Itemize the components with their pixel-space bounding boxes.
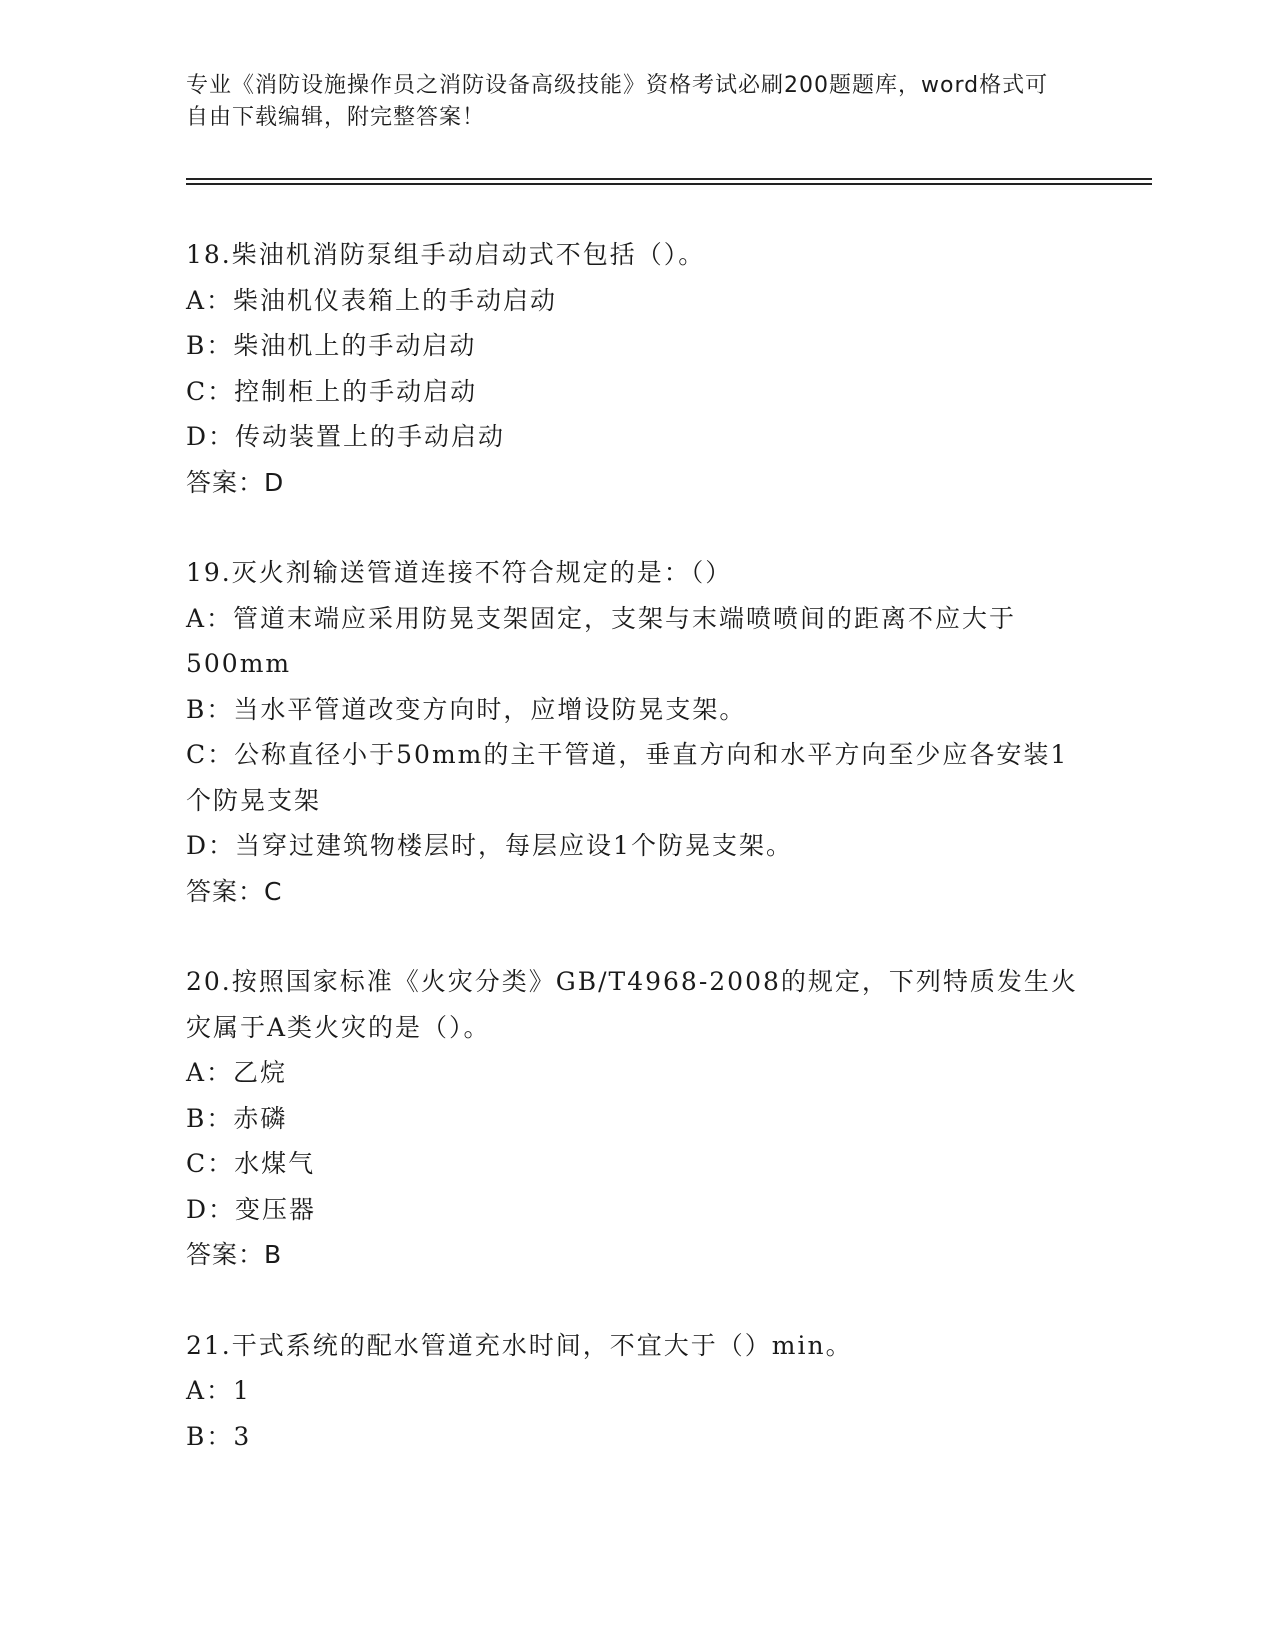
question-stem: 19.灭火剂输送管道连接不符合规定的是：（） bbox=[186, 558, 733, 587]
question-stem: 21.干式系统的配水管道充水时间，不宜大于（）min。 bbox=[186, 1330, 853, 1360]
option-c: C：水煤气 bbox=[186, 1149, 316, 1178]
question-21 bbox=[186, 1323, 1086, 1460]
question-list bbox=[186, 232, 1086, 1504]
answer: 答案：D bbox=[186, 467, 285, 497]
document-header: 专业《消防设施操作员之消防设备高级技能》资格考试必刷200题题库，word格式可自由下载编辑，附完整答案！ bbox=[186, 73, 1049, 130]
question-stem: 20.按照国家标准《火灾分类》GB/T4968-2008的规定，下列特质发生火灾属于A类火灾的是（）。 bbox=[186, 967, 1078, 1042]
option-d: D：当穿过建筑物楼层时，每层应设1个防晃支架。 bbox=[186, 831, 793, 860]
option-b: B：当水平管道改变方向时，应增设防晃支架。 bbox=[186, 694, 747, 724]
question-18 bbox=[186, 232, 1086, 505]
question-stem: 18.柴油机消防泵组手动启动式不包括（）。 bbox=[186, 240, 706, 269]
question-19 bbox=[186, 550, 1086, 914]
option-d: D：传动装置上的手动启动 bbox=[186, 422, 506, 451]
option-a: A：管道末端应采用防晃支架固定，支架与末端喷喷间的距离不应大于500mm bbox=[186, 603, 1017, 678]
option-a: A：1 bbox=[186, 1376, 251, 1405]
option-b: B：柴油机上的手动启动 bbox=[186, 331, 477, 360]
question-20 bbox=[186, 959, 1086, 1278]
option-c: C：公称直径小于50mm的主干管道，垂直方向和水平方向至少应各安装1个防晃支架 bbox=[186, 740, 1069, 815]
option-b: B：赤磷 bbox=[186, 1103, 288, 1133]
option-a: A：乙烷 bbox=[186, 1058, 288, 1087]
header-divider-top bbox=[186, 178, 1152, 180]
header-divider-bottom bbox=[186, 183, 1152, 185]
option-d: D：变压器 bbox=[186, 1194, 317, 1224]
answer: 答案：C bbox=[186, 876, 283, 906]
option-c: C：控制柜上的手动启动 bbox=[186, 376, 478, 406]
option-b: B：3 bbox=[186, 1421, 252, 1451]
option-a: A：柴油机仪表箱上的手动启动 bbox=[186, 285, 558, 315]
answer: 答案：B bbox=[186, 1240, 283, 1269]
